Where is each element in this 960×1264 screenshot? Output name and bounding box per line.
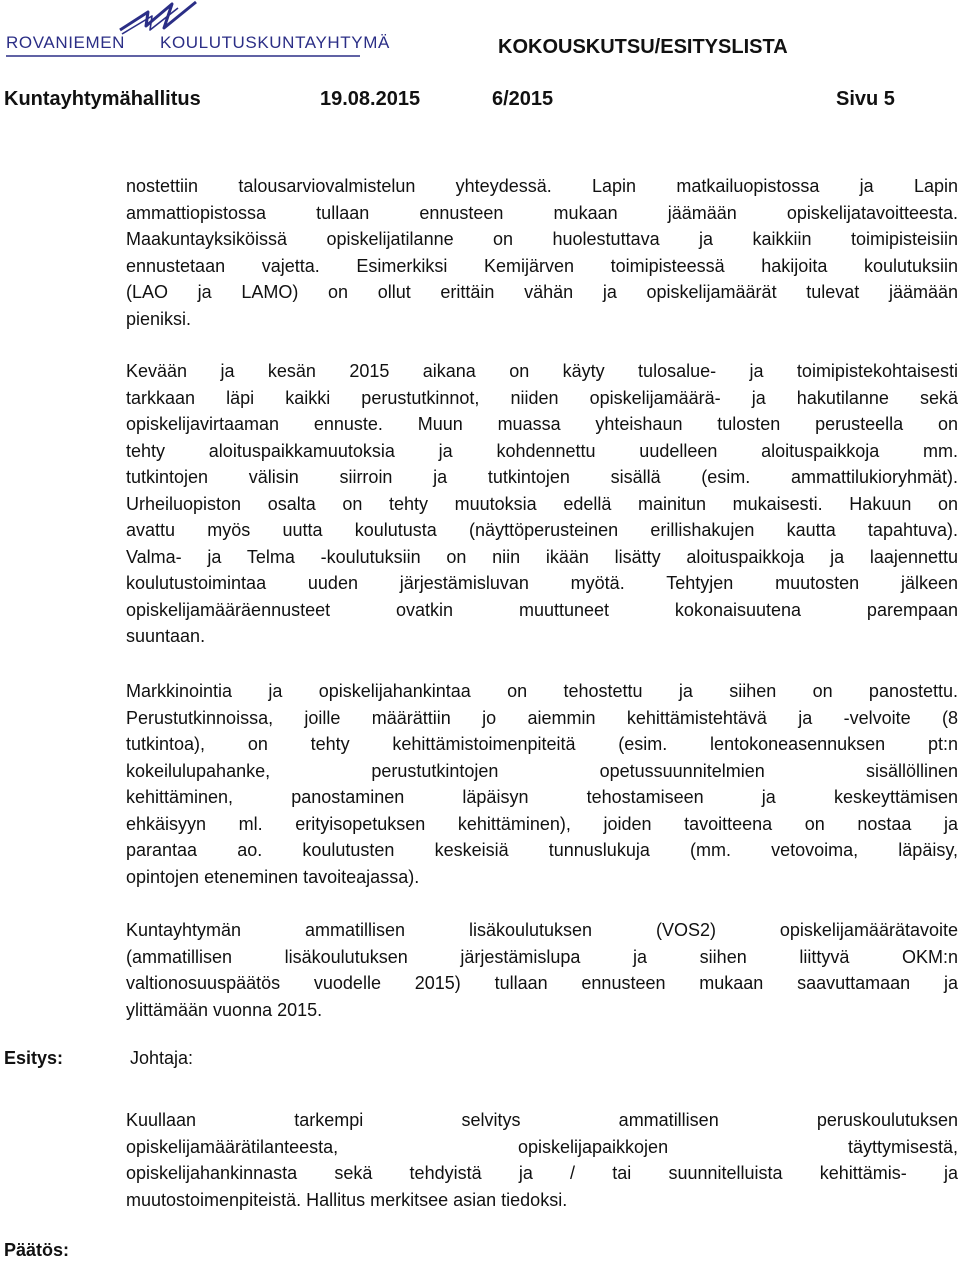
text-line: tutkintojen välisin siirroin ja tutkintojen sisällä (esim. ammattilukioryhmät).	[126, 467, 958, 487]
text-line: opiskelijahankinnasta sekä tehdyistä ja / tai suunnitelluista kehittämis- ja	[126, 1163, 958, 1183]
text-line: Kevään ja kesän 2015 aikana on käyty tulosalue- ja toimipistekohtaisesti	[126, 361, 958, 381]
text-line: tarkkaan läpi kaikki perustutkinnot, niiden opiskelijamäärä- ja hakutilanne sekä	[126, 387, 958, 408]
text-line: Maakuntayksiköissä opiskelijatilanne on huolestuttava ja kaikkiin toimipisteisiin	[126, 229, 958, 249]
text-line: koulutustoimintaa uuden järjestämisluvan myötä. Tehtyjen muutosten jälkeen	[126, 573, 958, 593]
text-line: opiskelijamääräennusteet ovatkin muuttuneet kokonaisuutena parempaan	[126, 599, 958, 620]
text-line: ylittämään vuonna 2015.	[126, 999, 323, 1020]
logo-org-name-part1: ROVANIEMEN	[6, 33, 126, 52]
text-line: nostettiin talousarviovalmistelun yhteydessä. Lapin matkailuopistossa ja Lapin	[126, 176, 958, 196]
text-line: Kuullaan tarkempi selvitys ammatillisen peruskoulutuksen	[126, 1110, 958, 1130]
proposer-label: Johtaja:	[130, 1048, 194, 1068]
paragraph-4	[126, 917, 958, 1023]
text-line: muutostoimenpiteistä. Hallitus merkitsee asian tiedoksi.	[126, 1189, 568, 1210]
text-line: suuntaan.	[126, 626, 206, 646]
text-line: ennustetaan vajetta. Esimerkiksi Kemijärven toimipisteessä hakijoita koulutuksiin	[126, 255, 958, 276]
text-line: parantaa ao. koulutusten keskeisiä tunnuslukuja (mm. vetovoima, läpäisy,	[126, 840, 958, 860]
text-line: tehty aloituspaikkamuutoksia ja kohdennettu uudelleen aloituspaikkoja mm.	[126, 440, 958, 461]
proposal-text	[126, 1107, 958, 1213]
page-number: Sivu 5	[836, 88, 895, 110]
organization-logo	[0, 0, 480, 70]
text-line: kehittäminen, panostaminen läpäisyn tehostamiseen ja keskeyttämisen	[126, 787, 958, 807]
paragraph-2	[126, 358, 958, 650]
text-line: ammattiopistossa tullaan ennusteen mukaan jäämään opiskelijatavoitteesta.	[126, 202, 958, 223]
text-line: (ammatillisen lisäkoulutuksen järjestämislupa ja siihen liittyvä OKM:n	[126, 946, 958, 967]
decision-label: Päätös:	[4, 1240, 70, 1260]
text-line: opiskelijamäärätilanteesta, opiskelijapaikkojen täyttymisestä,	[126, 1136, 958, 1157]
text-line: (LAO ja LAMO) on ollut erittäin vähän ja opiskelijamäärät tulevat jäämään	[126, 282, 958, 302]
paragraph-1	[126, 173, 958, 332]
text-line: opiskelijavirtaaman ennuste. Muun muassa yhteishaun tulosten perusteella on	[126, 414, 958, 434]
paragraph-3	[126, 678, 958, 890]
text-line: Valma- ja Telma -koulutuksiin on niin ikään lisätty aloituspaikkoja ja laajennettu	[126, 546, 958, 567]
text-line: kokeilulupahanke, perustutkintojen opetussuunnitelmien sisällöllinen	[126, 760, 958, 781]
text-line: opintojen eteneminen tavoiteajassa).	[126, 866, 420, 887]
meeting-number: 6/2015	[492, 88, 554, 110]
text-line: Kuntayhtymän ammatillisen lisäkoulutuksen (VOS2) opiskelijamäärätavoite	[126, 920, 958, 940]
text-line: avattu myös uutta koulutusta (näyttöperusteinen erillishakujen kautta tapahtuva).	[126, 520, 958, 540]
text-line: Urheiluopiston osalta on tehty muutoksia edellä mainitun mukaisesti. Hakuun on	[126, 493, 958, 514]
text-line: Perustutkinnoissa, joille määrättiin jo aiemmin kehittämistehtävä ja -velvoite (8	[126, 707, 958, 728]
text-line: valtionosuuspäätös vuodelle 2015) tullaan ennusteen mukaan saavuttamaan ja	[126, 973, 958, 993]
text-line: pieniksi.	[126, 308, 192, 329]
meeting-date: 19.08.2015	[320, 88, 421, 110]
text-line: tutkintoa), on tehty kehittämistoimenpiteitä (esim. lentokoneasennuksen pt:n	[126, 734, 958, 754]
logo-org-name-part2: KOULUTUSKUNTAYHTYMÄ	[160, 33, 390, 52]
document-type: KOKOUSKUTSU/ESITYSLISTA	[498, 36, 788, 58]
proposal-label: Esitys:	[4, 1048, 64, 1068]
text-line: Markkinointia ja opiskelijahankintaa on tehostettu ja siihen on panostettu.	[126, 681, 958, 701]
body-name: Kuntayhtymähallitus	[4, 88, 201, 110]
text-line: ehkäisyyn ml. erityisopetuksen kehittäminen), joiden tavoitteena on nostaa ja	[126, 813, 958, 834]
